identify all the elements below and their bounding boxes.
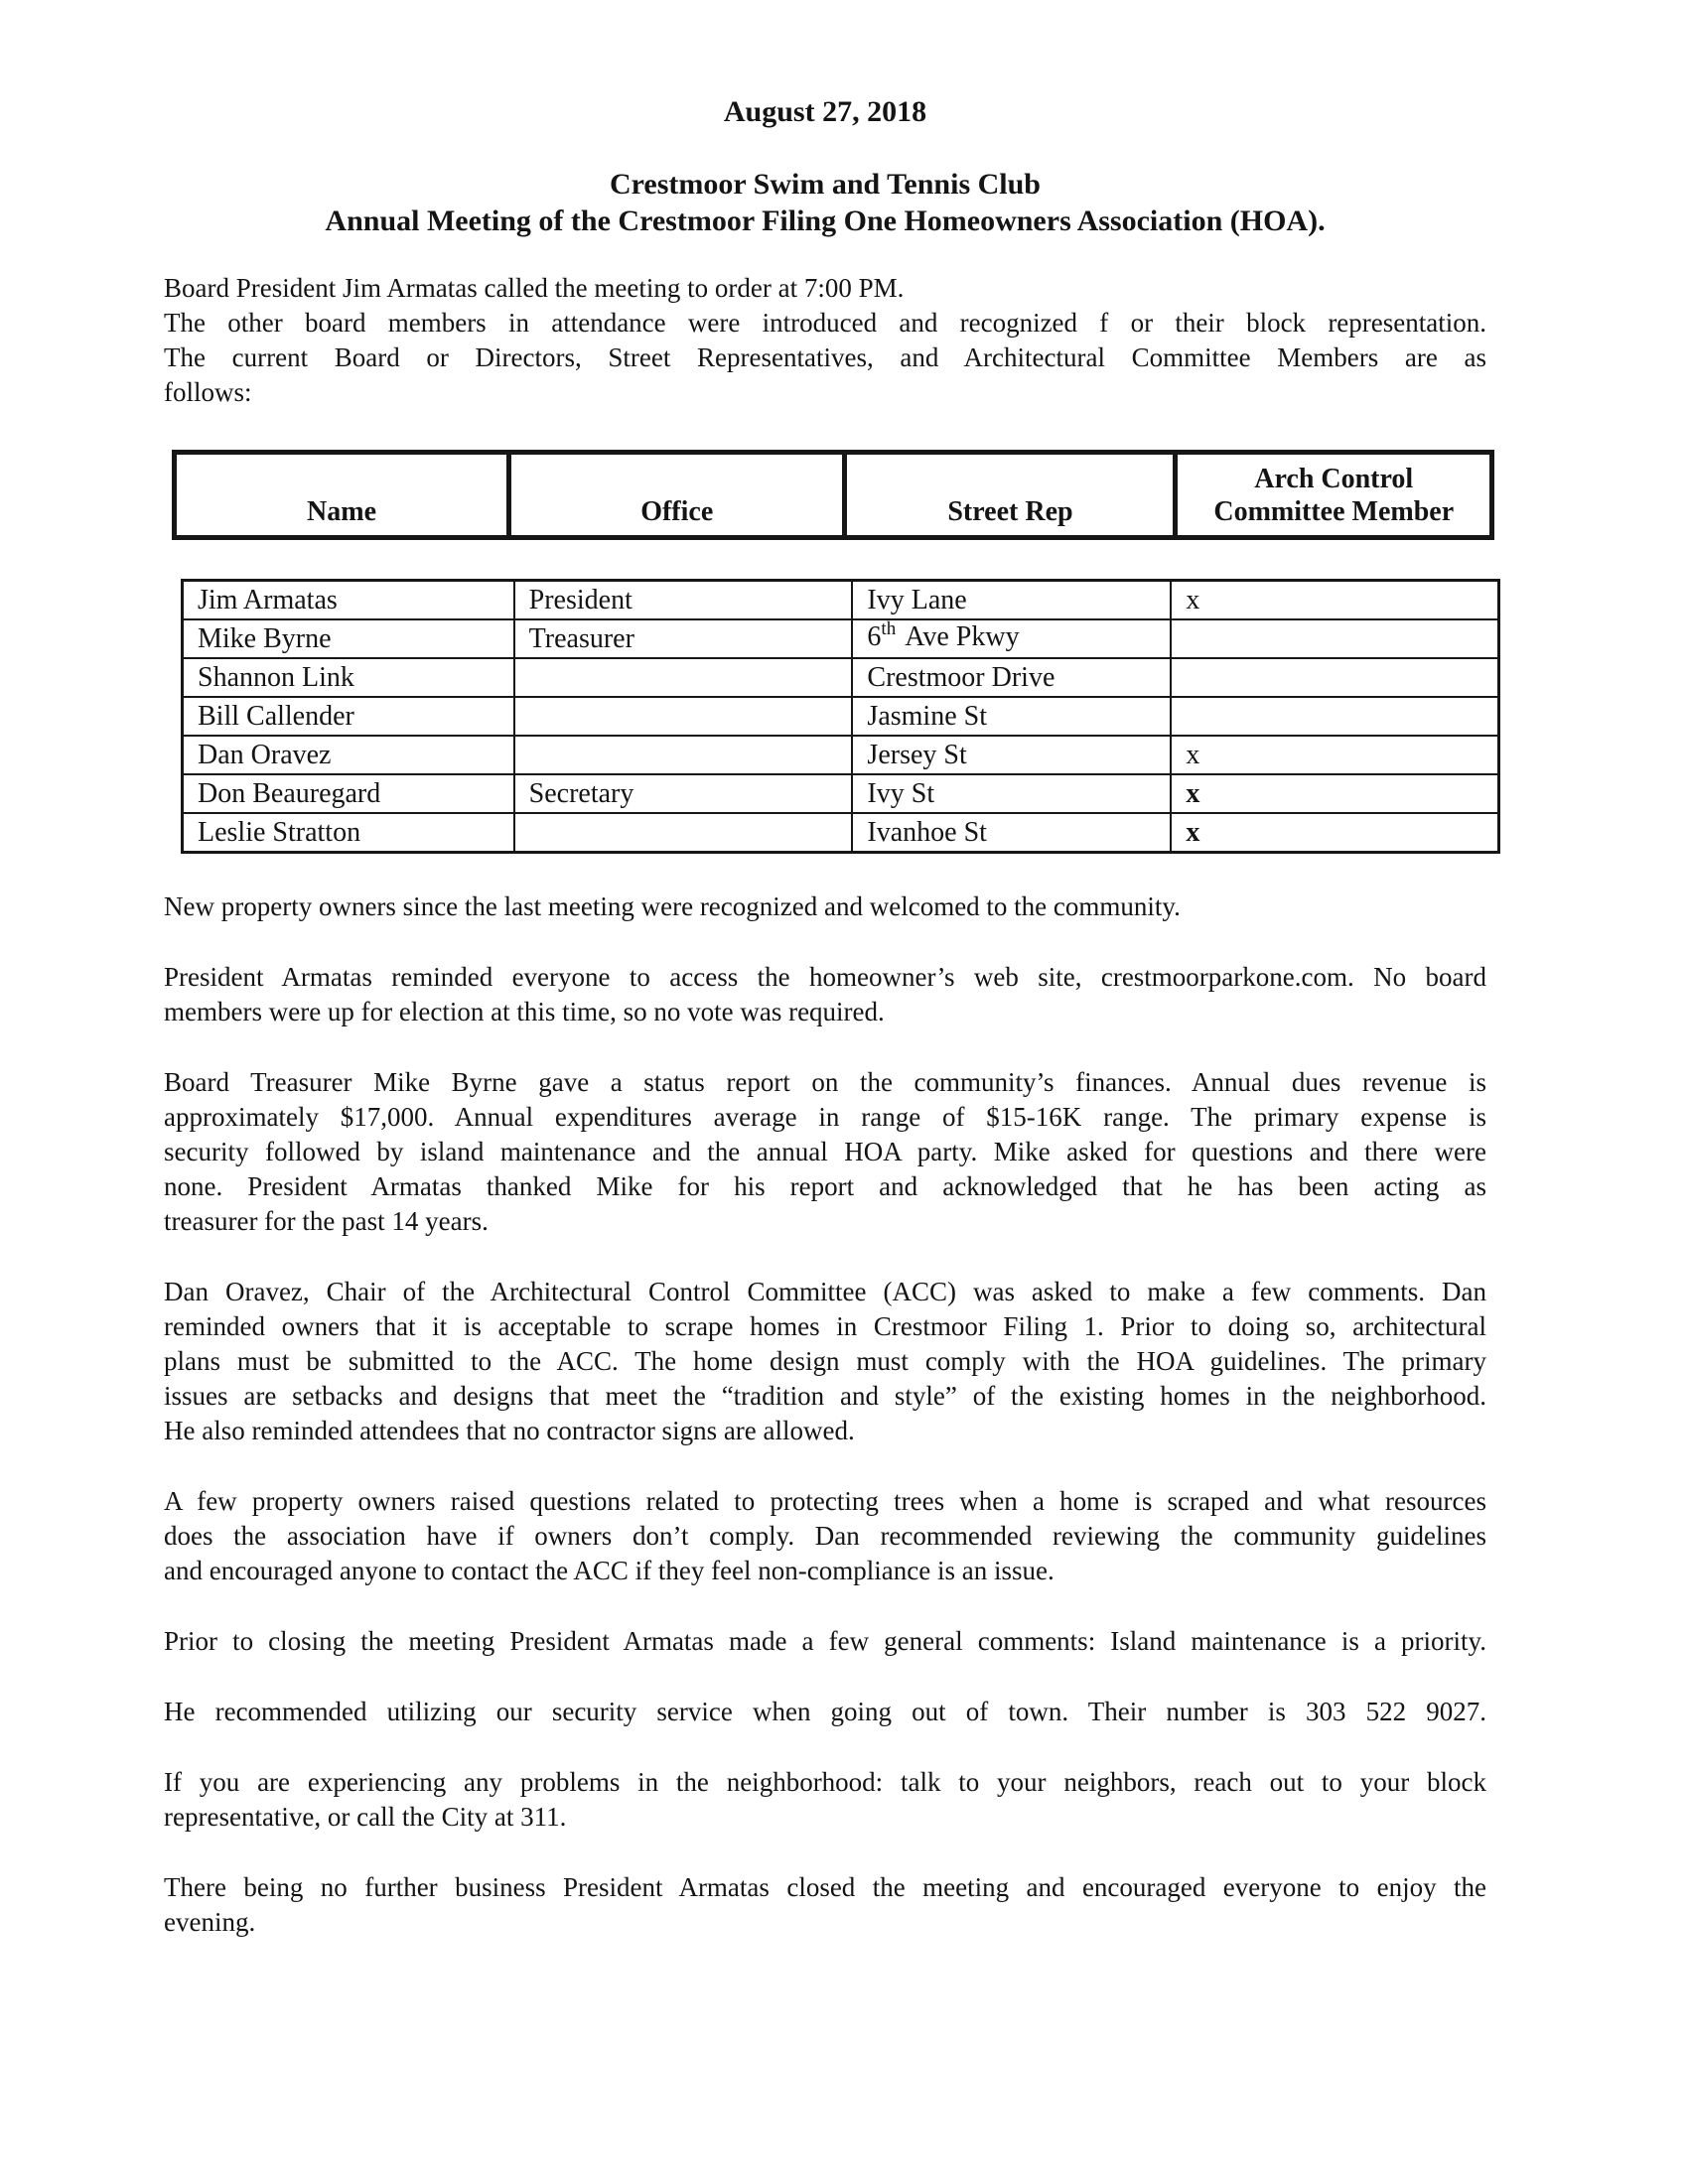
cell-street-rep: Ivanhoe St bbox=[852, 813, 1171, 853]
cell-acc-member bbox=[1171, 697, 1498, 736]
table-row bbox=[183, 774, 1499, 813]
paragraph-line: There being no further business President Armatas closed the meeting and encouraged everyone to enjoy the bbox=[164, 1872, 1486, 1902]
intro-paragraph bbox=[164, 271, 1486, 410]
cell-name: Jim Armatas bbox=[183, 581, 514, 620]
cell-name: Bill Callender bbox=[183, 697, 514, 736]
cell-acc-member: x bbox=[1171, 774, 1498, 813]
table-row bbox=[183, 813, 1499, 853]
cell-office: President bbox=[514, 581, 853, 620]
document-content bbox=[164, 0, 1486, 1940]
paragraph bbox=[164, 1484, 1486, 1588]
document-title bbox=[164, 166, 1486, 239]
paragraph-line: approximately $17,000. Annual expenditures average in range of $15-16K range. The primary expense is bbox=[164, 1102, 1486, 1132]
cell-name: Don Beauregard bbox=[183, 774, 514, 813]
cell-office bbox=[514, 813, 853, 853]
paragraph-line: evening. bbox=[164, 1907, 256, 1937]
cell-name: Dan Oravez bbox=[183, 736, 514, 774]
paragraph-line: issues are setbacks and designs that meet the “tradition and style” of the existing homes in the neighborhood. bbox=[164, 1381, 1486, 1411]
paragraph-line: He also reminded attendees that no contractor signs are allowed. bbox=[164, 1416, 855, 1445]
paragraph-line: members were up for election at this time, so no vote was required. bbox=[164, 997, 885, 1026]
intro-line: Board President Jim Armatas called the meeting to order at 7:00 PM. bbox=[164, 273, 905, 303]
paragraph bbox=[164, 1624, 1486, 1659]
cell-acc-member bbox=[1171, 658, 1498, 697]
cell-name: Leslie Stratton bbox=[183, 813, 514, 853]
paragraph-line: security followed by island maintenance and the annual HOA party. Mike asked for questions and there were bbox=[164, 1137, 1486, 1166]
paragraph-line: reminded owners that it is acceptable to scrape homes in Crestmoor Filing 1. Prior to doing so, architectural bbox=[164, 1311, 1486, 1341]
paragraph-line: plans must be submitted to the ACC. The home design must comply with the HOA guidelines. The primary bbox=[164, 1346, 1486, 1376]
cell-acc-member: x bbox=[1171, 736, 1498, 774]
table-row bbox=[183, 736, 1499, 774]
board-table-header bbox=[172, 450, 1494, 540]
column-header-office: Office bbox=[509, 453, 845, 538]
cell-street-rep: Crestmoor Drive bbox=[852, 658, 1171, 697]
header-row bbox=[175, 453, 1492, 538]
paragraph-line: Dan Oravez, Chair of the Architectural Control Committee (ACC) was asked to make a few comments. Dan bbox=[164, 1277, 1486, 1306]
paragraph-line: Prior to closing the meeting President Armatas made a few general comments: Island maintenance is a priority. bbox=[164, 1626, 1486, 1656]
intro-line: The other board members in attendance were introduced and recognized f or their block representation. bbox=[164, 308, 1486, 338]
cell-office bbox=[514, 736, 853, 774]
paragraph-line: representative, or call the City at 311. bbox=[164, 1802, 567, 1832]
meeting-title-line: Annual Meeting of the Crestmoor Filing One Homeowners Association (HOA). bbox=[325, 205, 1326, 237]
table-row bbox=[183, 658, 1499, 697]
paragraph-line: If you are experiencing any problems in the neighborhood: talk to your neighbors, reach out to your block bbox=[164, 1767, 1486, 1797]
cell-name: Shannon Link bbox=[183, 658, 514, 697]
table-row bbox=[183, 581, 1499, 620]
paragraph bbox=[164, 1065, 1486, 1239]
cell-street-rep: Jersey St bbox=[852, 736, 1171, 774]
paragraph-line: Board Treasurer Mike Byrne gave a status report on the community’s finances. Annual dues revenue is bbox=[164, 1067, 1486, 1097]
paragraph-line: He recommended utilizing our security service when going out of town. Their number is 303 522 9027. bbox=[164, 1697, 1486, 1726]
column-header-street-rep: Street Rep bbox=[845, 453, 1176, 538]
cell-office: Treasurer bbox=[514, 619, 853, 658]
paragraph-line: none. President Armatas thanked Mike for his report and acknowledged that he has been acting as bbox=[164, 1171, 1486, 1201]
paragraph-line: does the association have if owners don’t comply. Dan recommended reviewing the community guidelines bbox=[164, 1521, 1486, 1551]
paragraph-line: A few property owners raised questions related to protecting trees when a home is scraped and what resources bbox=[164, 1486, 1486, 1516]
board-members-table bbox=[181, 579, 1500, 854]
club-title-line: Crestmoor Swim and Tennis Club bbox=[609, 168, 1041, 201]
paragraph-line: President Armatas reminded everyone to access the homeowner’s web site, crestmoorparkone.com. No board bbox=[164, 962, 1486, 992]
cell-office bbox=[514, 697, 853, 736]
cell-street-rep: 6th Ave Pkwy bbox=[852, 619, 1171, 658]
paragraph bbox=[164, 1870, 1486, 1940]
paragraph bbox=[164, 889, 1486, 924]
cell-street-rep: Jasmine St bbox=[852, 697, 1171, 736]
column-header-name: Name bbox=[175, 453, 509, 538]
paragraph bbox=[164, 1275, 1486, 1448]
intro-line: The current Board or Directors, Street Representatives, and Architectural Committee Members are as bbox=[164, 342, 1486, 372]
paragraph bbox=[164, 1765, 1486, 1835]
paragraph-line: and encouraged anyone to contact the ACC if they feel non-compliance is an issue. bbox=[164, 1556, 1055, 1585]
paragraph-line: treasurer for the past 14 years. bbox=[164, 1206, 489, 1236]
paragraph bbox=[164, 960, 1486, 1029]
cell-acc-member bbox=[1171, 619, 1498, 658]
cell-office bbox=[514, 658, 853, 697]
paragraph bbox=[164, 1695, 1486, 1729]
cell-acc-member: x bbox=[1171, 813, 1498, 853]
cell-name: Mike Byrne bbox=[183, 619, 514, 658]
ordinal-superscript: th bbox=[881, 619, 897, 639]
cell-street-rep: Ivy St bbox=[852, 774, 1171, 813]
intro-line: follows: bbox=[164, 377, 252, 407]
cell-acc-member: x bbox=[1171, 581, 1498, 620]
cell-street-rep: Ivy Lane bbox=[852, 581, 1171, 620]
meeting-date: August 27, 2018 bbox=[723, 95, 927, 128]
table-row bbox=[183, 697, 1499, 736]
paragraph-line: New property owners since the last meeting were recognized and welcomed to the community. bbox=[164, 891, 1181, 921]
table-row bbox=[183, 619, 1499, 658]
cell-office: Secretary bbox=[514, 774, 853, 813]
column-header-arch-control: Arch Control Committee Member bbox=[1176, 453, 1492, 538]
